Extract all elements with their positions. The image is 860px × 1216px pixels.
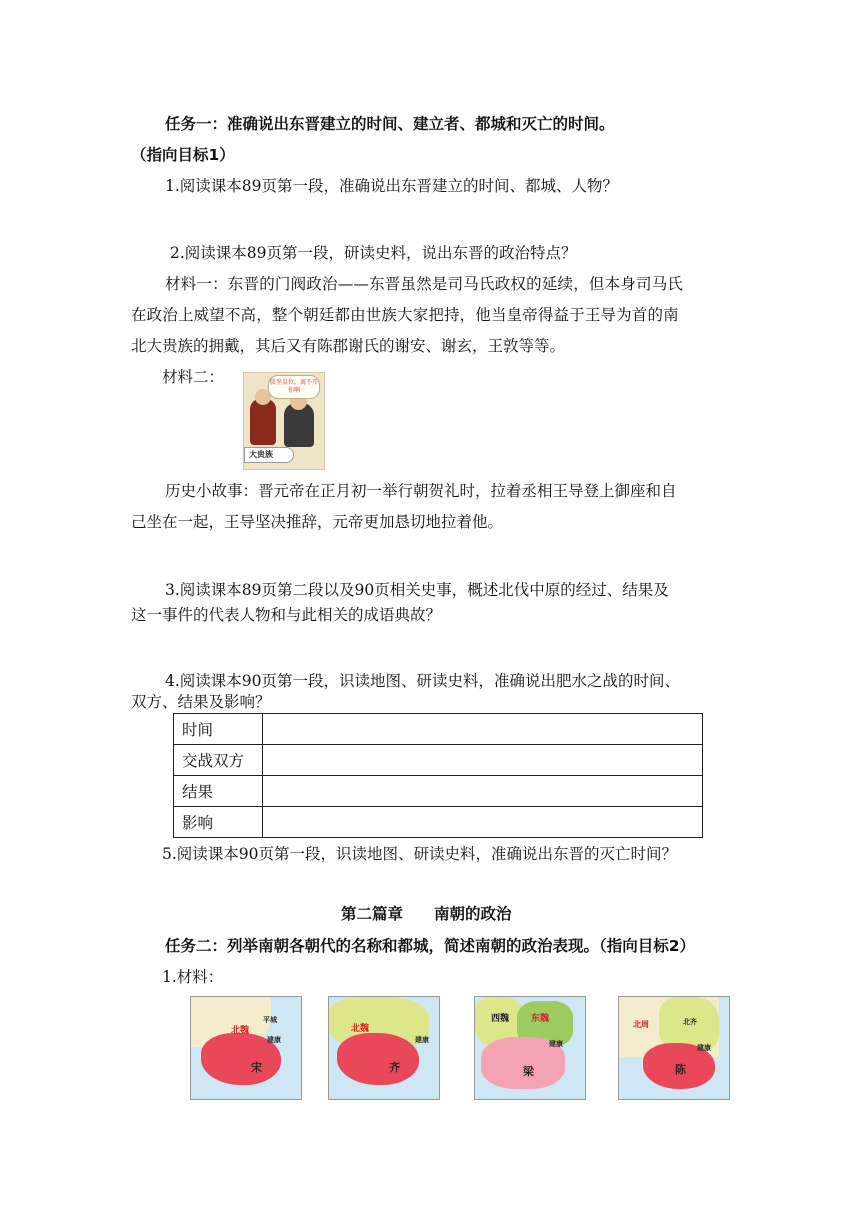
question-3-line2: 这一事件的代表人物和与此相关的成语典故？ (131, 606, 442, 624)
material1-line3: 北大贵族的拥戴，其后又有陈郡谢氏的谢安、谢玄，王敦等等。 (131, 337, 566, 355)
material1-line2: 在政治上威望不高，整个朝廷都由世族大家把持，他当皇帝得益于王导为首的南 (131, 306, 679, 324)
table-row (174, 807, 703, 838)
southern-dynasties-maps (190, 996, 728, 1098)
question-4-line2: 双方、结果及影响？ (131, 693, 271, 711)
answer-cell-impact[interactable] (263, 807, 703, 838)
table-row (174, 714, 703, 745)
question-2: 2.阅读课本89页第一段，研读史料，说出东晋的政治特点？ (170, 244, 577, 262)
label-east: 东魏 (531, 1014, 550, 1024)
material-label: 1.材料： (162, 968, 224, 986)
material1-line1: 材料一：东晋的门阀政治——东晋虽然是司马氏政权的延续，但本身司马氏 (165, 275, 684, 293)
question-4-line1: 4.阅读课本90页第一段，识读地图、研读史料，准确说出肥水之战的时间、 (165, 672, 681, 690)
label-capital: 建康 (267, 1036, 281, 1044)
label-south: 陈 (675, 1063, 686, 1076)
label-north: 北周 (633, 1020, 649, 1029)
map-song (190, 996, 302, 1100)
label-south: 宋 (251, 1061, 262, 1074)
label-east: 北齐 (683, 1018, 697, 1026)
label-north: 北魏 (231, 1026, 250, 1036)
label-capital: 建康 (697, 1044, 711, 1052)
emperor-figure (250, 399, 276, 445)
answer-cell-sides[interactable] (263, 745, 703, 776)
story-line1: 历史小故事：晋元帝在正月初一举行朝贺礼时，拉着丞相王导登上御座和自 (165, 482, 677, 500)
row-label-time: 时间 (174, 714, 263, 745)
label-capital: 建康 (415, 1036, 429, 1044)
row-label-impact: 影响 (174, 807, 263, 838)
noble-tag: 大贵族 (244, 447, 294, 463)
label-capital: 建康 (549, 1040, 563, 1048)
map-qi (328, 996, 440, 1100)
chapter-heading: 第二篇章 南朝的政治 (341, 905, 512, 923)
label-west: 西魏 (491, 1014, 510, 1024)
label-north: 北魏 (351, 1024, 370, 1034)
label-south: 梁 (523, 1065, 534, 1078)
question-5: 5.阅读课本90页第一段，识读地图、研读史料，准确说出东晋的灭亡时间？ (162, 845, 678, 863)
material2-label: 材料二： (162, 368, 225, 386)
map-chen (618, 996, 730, 1100)
map-liang (474, 996, 586, 1100)
story-line2: 己坐在一起，王导坚决推辞，元帝更加恳切地拉着他。 (131, 513, 504, 531)
question-3-line1: 3.阅读课本89页第二段以及90页相关史事，概述北伐中原的经过、结果及 (165, 581, 669, 599)
task1-title: 任务一：准确说出东晋建立的时间、建立者、都城和灭亡的时间。 (165, 115, 615, 133)
history-cartoon (243, 372, 325, 470)
table-row (174, 745, 703, 776)
row-label-result: 结果 (174, 776, 263, 807)
table-row (174, 776, 703, 807)
battle-table (173, 713, 703, 838)
label-south: 齐 (389, 1061, 400, 1074)
speech-bubble: 朕坐皇位，离不开你啊 (268, 375, 320, 399)
label-city: 平城 (263, 1016, 277, 1024)
task2-title: 任务二：列举南朝各朝代的名称和都城，简述南朝的政治表现。（指向目标2） (165, 937, 696, 955)
task1-goal: （指向目标1） (131, 146, 235, 164)
answer-cell-result[interactable] (263, 776, 703, 807)
row-label-sides: 交战双方 (174, 745, 263, 776)
answer-cell-time[interactable] (263, 714, 703, 745)
question-1: 1.阅读课本89页第一段，准确说出东晋建立的时间、都城、人物？ (165, 177, 619, 195)
